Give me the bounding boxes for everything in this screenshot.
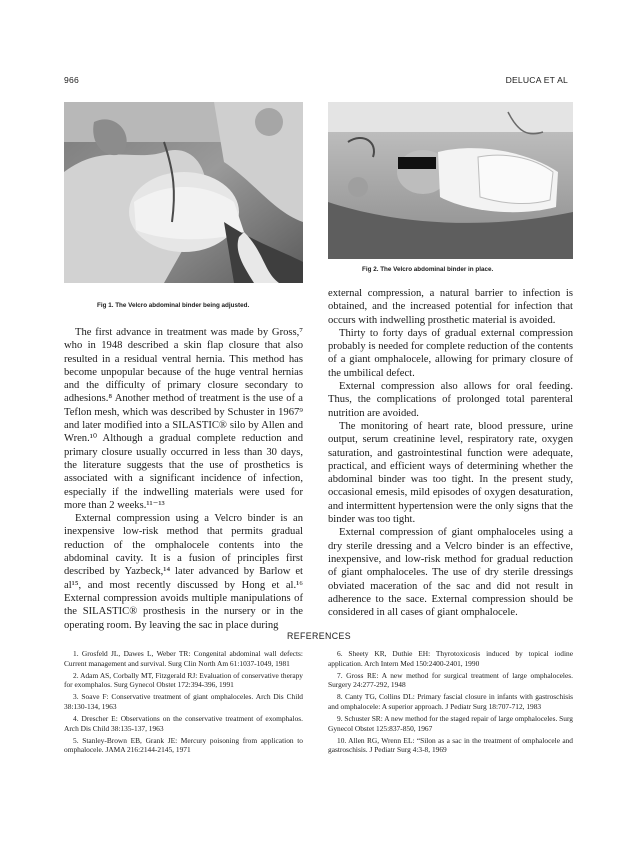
reference-item: 8. Canty TG, Collins DL: Primary fascial closure in infants with gastroschisis and omphalocele: A superior approach. J Pediatr Surg 18:707-712, 1983 [328,692,573,711]
figure-2-photo [328,102,573,259]
reference-item: 9. Schuster SR: A new method for the staged repair of large omphaloceles. Surg Gynecol Obstet 125:837-850, 1967 [328,714,573,733]
figure-1-image [64,102,303,283]
running-title: DELUCA ET AL [505,75,568,85]
left-column [64,326,303,632]
paragraph: The first advance in treatment was made by Gross,⁷ who in 1948 described a skin flap closure that also resulted in a residual ventral hernia. This method has become unpopular because of the huge ventral hernias and the difficulty of primary closure secondary to adhesions.⁸ Another method of treatment is the use of a Teflon mesh, which was described by Schuster in 1967⁹ and later modified into a SILASTIC® silo by Allen and Wren.¹⁰ Although a gradual complete reduction and primary closure usually occurred in less than 30 days, the literature suggests that the use of prosthetics is associated with a significant incidence of infection, especially if the indwelling materials were used for more than 2 weeks.¹¹⁻¹³ [64,327,303,511]
reference-item: 4. Drescher E: Observations on the conservative treatment of exomphalos. Arch Dis Child 38:135-137, 1963 [64,714,303,733]
references-heading: REFERENCES [286,631,352,641]
paragraph: External compression also allows for oral feeding. Thus, the complications of prolonged total parenteral nutrition are avoided. [328,381,573,419]
reference-item: 3. Soave F: Conservative treatment of giant omphaloceles. Arch Dis Child 38:130-134, 1963 [64,692,303,711]
reference-item: 10. Allen RG, Wrenn EL: “Silon as a sac in the treatment of omphalocele and gastroschisis. J Pediatr Surg 4:3-8, 1969 [328,735,573,755]
reference-item: 2. Adam AS, Corbally MT, Fitzgerald RJ: Evaluation of conservative therapy for exomphalos. Surg Gynecol Obstet 172:394-396, 1991 [64,670,303,690]
reference-item: 7. Gross RE: A new method for surgical treatment of large omphaloceles. Surgery 24:277-292, 1948 [328,670,573,690]
right-column [328,287,573,619]
references-left [64,649,303,757]
paragraph: external compression, a natural barrier to infection is obtained, and the increased potential for infection that occurs with indwelling prosthetic material is avoided. [328,288,573,326]
reference-item: 5. Stanley-Brown EB, Grank JE: Mercury poisoning from application to omphalocele. JAMA 216:2144-2145, 1971 [64,735,303,755]
figure-1-photo [64,102,303,283]
figure-1-caption: Fig 1. The Velcro abdominal binder being adjusted. [97,302,250,309]
paragraph: External compression of giant omphaloceles using a dry sterile dressing and a Velcro binder is an effective, inexpensive, and low-risk method for gradual reduction of giant omphaloceles. The use of dry sterile dressings obviated maceration of the sac and did not result in adherence to the sace. External compression should be considered in all cases of giant omphalocele. [328,527,573,619]
paragraph: Thirty to forty days of gradual external compression probably is needed for complete reduction of the contents of a giant omphalocele, allowing for primary closure of the umbilical defect. [328,327,573,379]
figure-2-caption: Fig 2. The Velcro abdominal binder in place. [362,266,494,273]
reference-item: 1. Grosfeld JL, Dawes L, Weber TR: Congenital abdominal wall defects: Current management and survival. Surg Clin North Am 61:1037-1049, 1981 [64,649,303,668]
paragraph: The monitoring of heart rate, blood pressure, urine output, serum creatinine level, respiratory rate, oxygen saturation, and gastrointestinal function were adequate, practical, and efficient ways of determining whether the abdominal binder was too tight. In the present study, occasional emesis, mild episodes of oxygen desaturation, and intermittent hypertension were the only signs that the binder was too tight. [328,420,573,526]
paragraph: External compression using a Velcro binder is an inexpensive low-risk method that permits gradual reduction of the omphalocele contents into the abdominal cavity. It is a fusion of principles first described by Yazbeck,¹⁴ later advanced by Barlow et al¹⁵, and most recently discussed by Hong et al.¹⁶ External compression avoids multiple manipulations of the SILASTIC® prosthesis in the nursery or in the operating room. By leaving the sac in place during [64,513,303,631]
page-number: 966 [64,75,79,85]
reference-item: 6. Sheety KR, Duthie EH: Thyrotoxicosis induced by topical iodine application. Arch Intern Med 150:2400-2401, 1990 [328,649,573,668]
figure-2-image [328,102,573,259]
references-right [328,649,573,757]
